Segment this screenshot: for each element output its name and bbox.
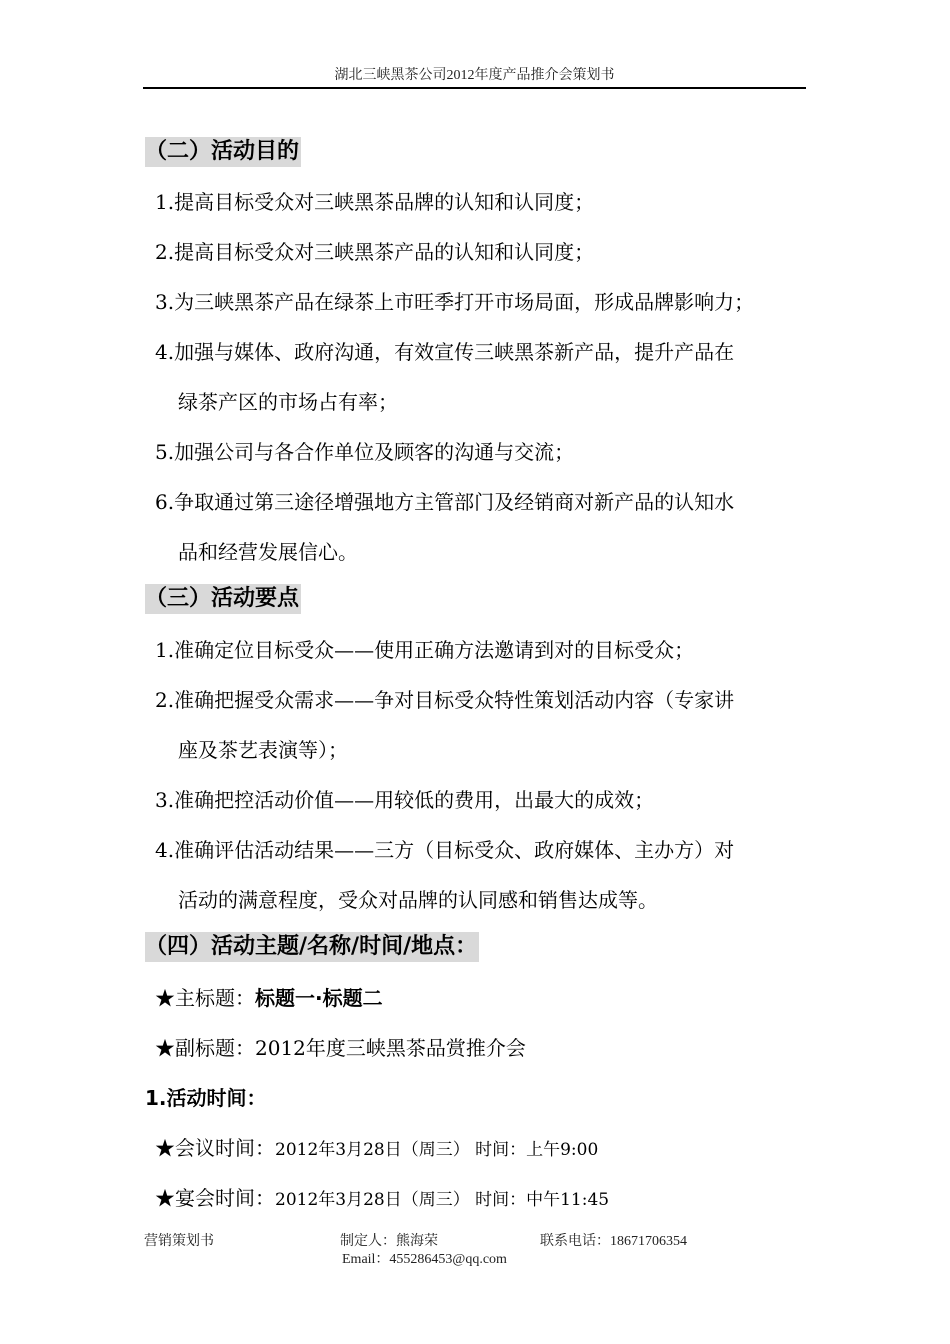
- footer-phone: 联系电话：18671706354: [540, 1234, 687, 1249]
- main-title-value: 标题一·标题二: [255, 986, 383, 1010]
- list-item-continuation: 座及茶艺表演等）；: [178, 738, 348, 762]
- list-item-continuation: 活动的满意程度，受众对品牌的认同感和销售达成等。: [178, 888, 658, 912]
- list-item: 1.准确定位目标受众——使用正确方法邀请到对的目标受众；: [155, 638, 695, 662]
- list-item: 1.提高目标受众对三峡黑茶品牌的认知和认同度；: [155, 190, 595, 214]
- meeting-time-row: [155, 1134, 598, 1164]
- banquet-time-row: [155, 1184, 609, 1214]
- main-title-row: [155, 984, 383, 1012]
- section-heading-key-points: （三）活动要点: [145, 584, 301, 614]
- list-item: 4.加强与媒体、政府沟通，有效宣传三峡黑茶新产品，提升产品在: [155, 340, 735, 364]
- section-heading-purpose: （二）活动目的: [145, 137, 301, 167]
- list-item-continuation: 绿茶产区的市场占有率；: [178, 390, 398, 414]
- page-header-title: 湖北三峡黑茶公司2012年度产品推介会策划书: [334, 68, 615, 83]
- footer-maker: 制定人：熊海荣: [340, 1234, 438, 1249]
- main-title-label: ★主标题：: [155, 986, 255, 1010]
- list-item: 2.准确把握受众需求——争对目标受众特性策划活动内容（专家讲: [155, 688, 735, 712]
- sub-title-label: ★副标题：: [155, 1036, 255, 1060]
- list-item: 3.准确把控活动价值——用较低的费用，出最大的成效；: [155, 788, 655, 812]
- list-item-continuation: 品和经营发展信心。: [178, 540, 358, 564]
- activity-time-heading: 1.活动时间：: [145, 1086, 267, 1110]
- meeting-time-value: 2012年3月28日（周三） 时间：上午9:00: [275, 1140, 599, 1160]
- list-item: 6.争取通过第三途径增强地方主管部门及经销商对新产品的认知水: [155, 490, 735, 514]
- section-heading-theme: （四）活动主题/名称/时间/地点：: [145, 932, 479, 962]
- footer-doc-type: 营销策划书: [144, 1234, 214, 1249]
- list-item: 5.加强公司与各合作单位及顾客的沟通与交流；: [155, 440, 575, 464]
- meeting-time-label: ★会议时间：: [155, 1136, 275, 1160]
- sub-title-value: 2012年度三峡黑茶品赏推介会: [255, 1036, 526, 1060]
- header-divider: [143, 87, 806, 89]
- banquet-time-value: 2012年3月28日（周三） 时间：中午11:45: [275, 1190, 610, 1210]
- footer-email: Email：455286453@qq.com: [342, 1252, 507, 1267]
- list-item: 4.准确评估活动结果——三方（目标受众、政府媒体、主办方）对: [155, 838, 735, 862]
- sub-title-row: [155, 1034, 526, 1062]
- list-item: 2.提高目标受众对三峡黑茶产品的认知和认同度；: [155, 240, 595, 264]
- list-item: 3.为三峡黑茶产品在绿茶上市旺季打开市场局面，形成品牌影响力；: [155, 290, 755, 314]
- banquet-time-label: ★宴会时间：: [155, 1186, 275, 1210]
